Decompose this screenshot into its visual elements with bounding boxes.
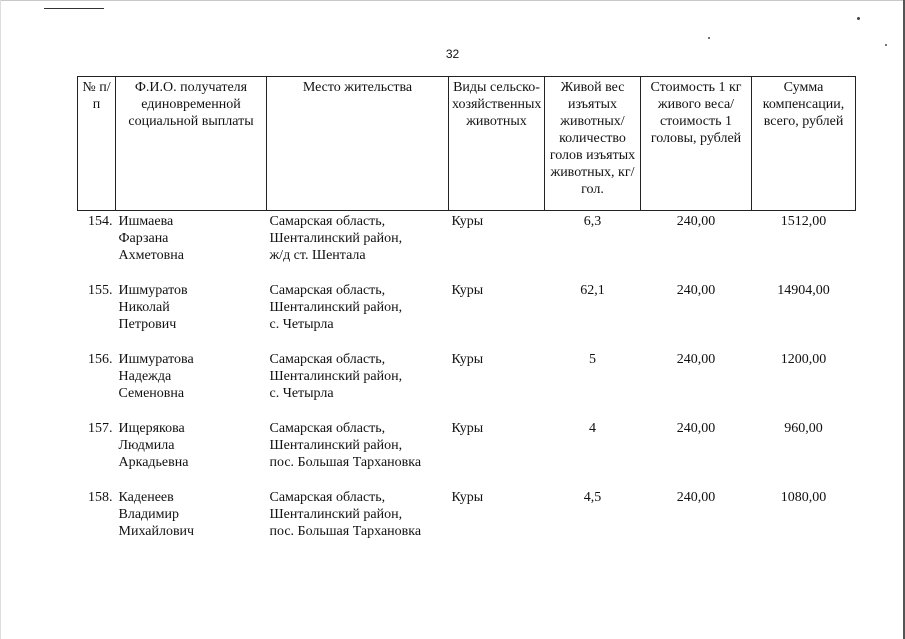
name-line: Ишмуратова (118, 351, 194, 367)
cell-total: 1080,00 (780, 489, 827, 505)
address-line: пос. Большая Тархановка (269, 454, 422, 470)
address-line: Самарская область, (269, 214, 386, 229)
name-line: Каденеев (118, 489, 174, 505)
cell-animal-type: Куры (451, 214, 484, 229)
cell-name (116, 280, 267, 349)
scan-edge-top (0, 0, 905, 1)
header-name: Ф.И.О. получателя единовременной социальной выплаты (116, 77, 267, 211)
cell-address (267, 418, 449, 487)
cell-price: 240,00 (676, 420, 716, 436)
address-line: ж/д ст. Шентала (269, 248, 366, 263)
name-line: Ищерякова (118, 420, 185, 436)
address-line: Шенталинский район, (269, 437, 403, 453)
header-weight: Живой вес изъятых животных/ количество голов изъятых животных, кг/гол. (545, 77, 641, 211)
table-row (78, 349, 856, 418)
name-line: Николай (118, 299, 170, 315)
name-line: Ишмаева (118, 214, 174, 229)
cell-animal-type: Куры (451, 282, 484, 298)
cell-price: 240,00 (676, 282, 716, 298)
name-line: Петрович (118, 316, 177, 332)
address-line: Самарская область, (269, 282, 386, 298)
cell-num: 155. (88, 282, 113, 298)
header-price: Стоимость 1 кг живого веса/стоимость 1 головы, рублей (641, 77, 752, 211)
cell-weight: 5 (589, 351, 596, 367)
cell-animal-type: Куры (451, 420, 484, 436)
address-line: пос. Большая Тархановка (269, 523, 422, 539)
cell-weight: 4,5 (583, 489, 602, 505)
table-row (78, 280, 856, 349)
address-line: с. Четырла (269, 385, 334, 401)
cell-total: 14904,00 (777, 282, 830, 298)
cell-price: 240,00 (676, 214, 716, 229)
cell-price: 240,00 (676, 489, 716, 505)
cell-num: 156. (88, 351, 113, 367)
address-line: Самарская область, (269, 420, 386, 436)
cell-name (116, 349, 267, 418)
cell-weight: 62,1 (580, 282, 605, 298)
address-line: с. Четырла (269, 316, 334, 332)
cell-name (116, 418, 267, 487)
header-animal-type: Виды сельско-хозяйственных животных (449, 77, 545, 211)
cell-num: 158. (88, 489, 113, 505)
scan-speck (708, 37, 710, 39)
cell-address (267, 280, 449, 349)
cell-total: 1512,00 (780, 214, 827, 229)
name-line: Людмила (118, 437, 175, 453)
name-line: Семеновна (118, 385, 185, 401)
name-line: Фарзана (118, 231, 169, 246)
name-line: Надежда (118, 368, 172, 384)
table-row (78, 418, 856, 487)
name-line: Владимир (118, 506, 180, 522)
name-line: Аркадьевна (118, 454, 189, 470)
cell-address (267, 349, 449, 418)
cell-address (267, 211, 449, 280)
header-total: Сумма компенсации, всего, рублей (752, 77, 856, 211)
address-line: Шенталинский район, (269, 299, 403, 315)
scan-edge-left (0, 0, 1, 639)
scan-speck (857, 17, 860, 20)
table-row (78, 487, 856, 556)
name-line: Михайлович (118, 523, 195, 539)
scan-speck (885, 44, 887, 46)
header-address: Место жительства (267, 77, 449, 211)
name-line: Ишмуратов (118, 282, 188, 298)
table-header-row (78, 77, 856, 211)
address-line: Шенталинский район, (269, 506, 403, 522)
cell-name (116, 211, 267, 280)
cell-weight: 6,3 (583, 214, 602, 229)
address-line: Самарская область, (269, 489, 386, 505)
cell-address (267, 487, 449, 556)
address-line: Самарская область, (269, 351, 386, 367)
compensation-table (77, 76, 856, 556)
cell-weight: 4 (589, 420, 596, 436)
cell-price: 240,00 (676, 351, 716, 367)
address-line: Шенталинский район, (269, 231, 403, 246)
page-number: 32 (445, 47, 460, 61)
table-row (78, 211, 856, 280)
name-line: Ахметовна (118, 248, 184, 263)
cell-num: 154. (88, 214, 113, 229)
cell-animal-type: Куры (451, 351, 484, 367)
cell-name (116, 487, 267, 556)
cell-total: 1200,00 (780, 351, 827, 367)
header-rule (44, 8, 104, 9)
address-line: Шенталинский район, (269, 368, 403, 384)
cell-animal-type: Куры (451, 489, 484, 505)
cell-num: 157. (88, 420, 113, 436)
cell-total: 960,00 (784, 420, 823, 436)
header-num: № п/п (78, 77, 116, 211)
